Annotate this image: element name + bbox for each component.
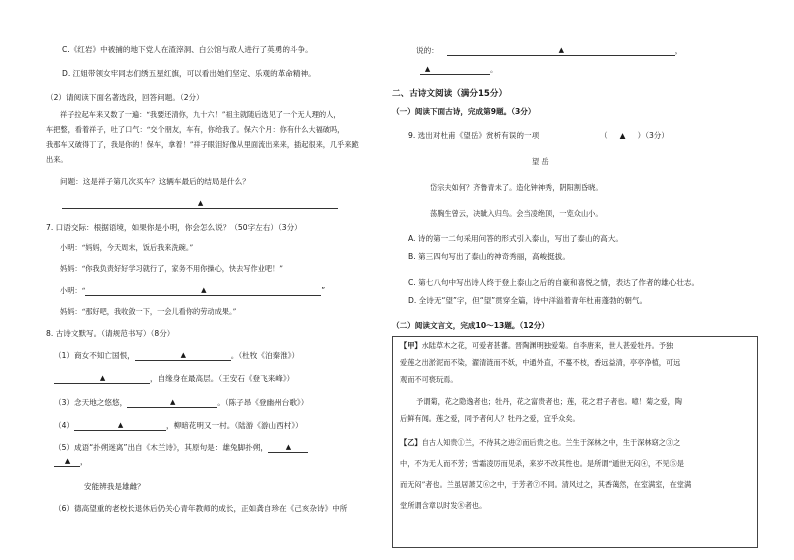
recitation-5-end: 安能辨我是雄雌？ — [84, 482, 145, 491]
option-d: D. 江姐带领女牢同志们绣五星红旗，可以看出她们坚定、乐观的革命精神。 — [62, 69, 316, 78]
dialogue-line: 小明：“妈妈，今天周末，饭后我来洗碗。” — [60, 243, 194, 252]
option-c: C.《红岩》中被捕的地下党人在渣滓洞、白公馆与敌人进行了英勇的斗争。 — [62, 45, 313, 54]
recitation-6-cont[interactable]: 说的： ▲ ， — [416, 46, 683, 55]
recitation-5-cont[interactable]: ▲ ， — [54, 456, 88, 467]
question-9: 9. 选出对杜甫《望岳》赏析有误的一项 — [408, 131, 540, 140]
recitation-4[interactable]: （4） ▲ ，柳暗花明又一村。（陆游《游山西村》） — [54, 421, 303, 430]
recitation-6: （6）德高望重的老校长退休后仍关心青年教师的成长，正如龚自珍在《己亥杂诗》中所 — [54, 504, 348, 513]
option-c: C. 第七八句中写出诗人终于登上泰山之后的自豪和喜悦之情，表达了作者的雄心壮志。 — [408, 278, 700, 287]
question-2-header: （2）请阅读下面名著选段，回答问题。（2分） — [46, 93, 204, 102]
recitation-3[interactable]: （3）念天地之悠悠， ▲ 。（陈子昂《登幽州台歌》） — [54, 398, 309, 407]
left-column — [46, 0, 376, 560]
text-yi-line: 而无闷”者也。兰虽居萧艾⑥之中，于芳者⑦不同。清风过之，其香蔼然，在室满室，在堂满 — [400, 480, 692, 489]
option-b: B. 第三四句写出了泰山的神奇秀丽，高峻挺拔。 — [408, 252, 570, 261]
poem-line-2: 荡胸生曾云，决眦入归鸟。会当凌绝顶，一览众山小。 — [430, 209, 603, 218]
dialogue-line: 妈妈：“你我负责好好学习就行了，家务不用你操心，快去写作业吧！” — [60, 264, 283, 273]
right-column — [392, 0, 760, 560]
question-9-answer[interactable]: （ ▲ ）（3分） — [600, 131, 669, 140]
option-d: D. 全诗无“望”字，但“望”贯穿全篇，诗中洋溢着青年杜甫蓬勃的朝气。 — [408, 296, 648, 305]
poem-title: 望 岳 — [532, 157, 549, 166]
recitation-5[interactable]: （5）成语“扑朔迷离”出自《木兰诗》，其原句是：雄兔脚扑朔， ▲ — [54, 442, 308, 453]
passage-line: 我那车又破得丁了，我是你的！保车，拿着！”祥子眼泪好像从里面流出来来，插起很来，几乎来跪 — [46, 140, 359, 149]
text-jia-line: 后鲜有闻。莲之爱，同予者何人？牡丹之爱，宜乎众矣。 — [400, 414, 580, 423]
passage-line: 祥子拉起车来又数了一遍：“我要还清你，九十六！”祖主就随后选见了一个无人理的人， — [60, 110, 341, 119]
question-7-header: 7. 口语交际：根据语境，如果你是小明，你会怎么说？（50字左右）（3分） — [46, 223, 302, 232]
question-8-header: 8. 古诗文默写。（请规范书写）（8分） — [46, 329, 175, 338]
subsection-1-title: （一）阅读下面古诗，完成第9题。（3分） — [392, 107, 536, 116]
passage-line: 出来。 — [46, 155, 68, 164]
option-a: A. 诗的第一二句采用问答的形式引入泰山，写出了泰山的高大。 — [408, 234, 623, 243]
text-yi-line: 【乙】自古人知贵①兰，不待其之进②而后贵之也。兰生于深林之中，生于深林窈之③之 — [400, 438, 681, 447]
text-yi-line: 中，不为无人而不芳；雪霜凌厉而见杀，来岁不改其性也。是所谓“遁世无闷④，不见⑤是 — [400, 459, 684, 468]
section-2-title: 二、古诗文阅读（满分15分） — [392, 89, 508, 99]
text-jia-line: 予谓菊，花之隐逸者也；牡丹，花之富贵者也；莲，花之君子者也。噫！菊之爱，陶 — [416, 397, 682, 406]
dialogue-answer-line[interactable]: 小明：“ ▲ ” — [60, 286, 326, 295]
answer-line-q2[interactable] — [62, 198, 338, 209]
text-jia-line: 【甲】水陆草木之花，可爱者甚蕃。晋陶渊明独爱菊。自李唐来，世人甚爱牡丹。予独 — [400, 341, 674, 350]
poem-line-1: 岱宗夫如何？齐鲁青未了。造化钟神秀，阴阳割昏晓。 — [430, 183, 603, 192]
dialogue-line: 妈妈：“那好吧，我收敛一下，一会儿看你的劳动成果。” — [60, 307, 237, 316]
text-yi-line: 堂所谓含章以时发⑧者也。 — [400, 501, 487, 510]
question-2-prompt: 问题：这是祥子第几次买车？这辆车最后的结局是什么？ — [60, 177, 250, 186]
text-jia-line: 爱莲之出淤泥而不染，濯清涟而不妖，中通外直，不蔓不枝，香远益清，亭亭净植，可远 — [400, 358, 681, 367]
recitation-6-line-2[interactable]: ▲ 。 — [420, 64, 498, 75]
text-jia-line: 观而不可亵玩焉。 — [400, 375, 458, 384]
passage-line: 车把整，看着祥子，吐了口气：“交个朋友，车有，你给我了。保六个月：你有什么大福破吗， — [46, 125, 345, 134]
subsection-2-title: （二）阅读文言文，完成10～13题。（12分） — [392, 321, 549, 330]
recitation-2[interactable]: ▲ ，自缘身在最高层。（王安石《登飞来峰》） — [54, 373, 294, 384]
answer-marker: ▲ — [197, 199, 204, 207]
recitation-1[interactable]: （1）商女不知亡国恨， ▲ 。（杜牧《泊秦淮》） — [54, 351, 300, 360]
